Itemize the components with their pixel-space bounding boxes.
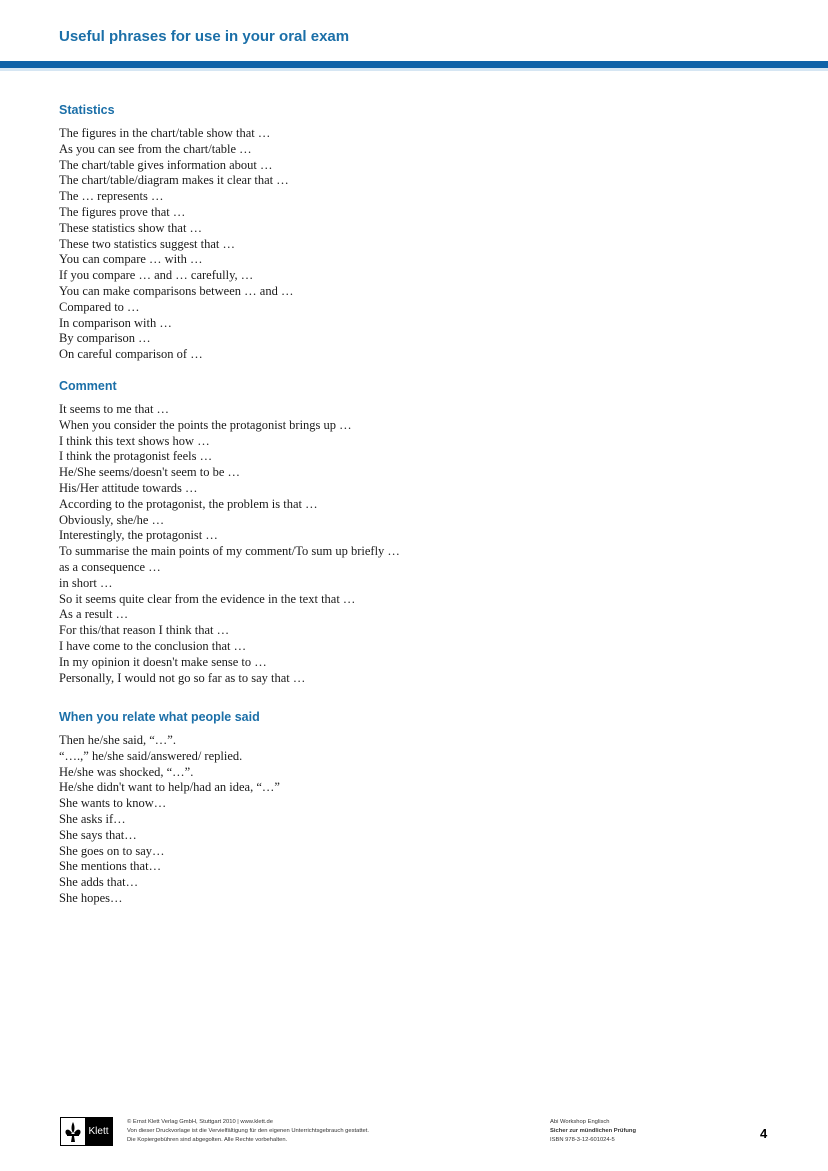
phrase-item: as a consequence …	[59, 559, 161, 574]
phrase-item: These statistics show that …	[59, 220, 203, 235]
license-line: Von dieser Druckvorlage ist die Vervielfältigung für den eigenen Unterrichtsgebrauch gestattet.	[127, 1128, 369, 1134]
phrase-item: She wants to know…	[59, 796, 167, 811]
phrase-item: She adds that…	[59, 875, 139, 890]
phrase-item: When you consider the points the protagonist brings up …	[59, 417, 352, 432]
phrase-item: She goes on to say…	[59, 843, 165, 858]
phrase-item: She says that…	[59, 827, 137, 842]
copyright-line: © Ernst Klett Verlag GmbH, Stuttgart 2010 | www.klett.de	[127, 1119, 273, 1125]
phrase-item: Then he/she said, “…”.	[59, 733, 176, 747]
footer-legal	[127, 1118, 369, 1145]
page-footer	[0, 1110, 828, 1150]
phrase-item: She asks if…	[59, 811, 126, 826]
phrase-item: Obviously, she/he …	[59, 512, 165, 527]
phrase-item: The figures prove that …	[59, 204, 186, 219]
phrase-item: “….,” he/she said/answered/ replied.	[59, 748, 243, 763]
phrase-list	[59, 126, 779, 363]
phrase-item: In my opinion it doesn't make sense to …	[59, 654, 267, 669]
phrase-item: He/she didn't want to help/had an idea, “…”	[59, 780, 280, 795]
phrase-item: So it seems quite clear from the evidence in the text that …	[59, 591, 356, 606]
phrase-item: I have come to the conclusion that …	[59, 638, 247, 653]
phrase-item: She hopes…	[59, 890, 123, 905]
section-statistics	[59, 101, 779, 363]
phrase-item: Compared to …	[59, 299, 140, 314]
phrase-item: On careful comparison of …	[59, 347, 203, 362]
phrase-item: To summarise the main points of my comment/To sum up briefly …	[59, 544, 400, 559]
page-number: 4	[760, 1126, 768, 1141]
phrase-item: By comparison …	[59, 331, 151, 346]
phrase-item: The figures in the chart/table show that …	[59, 126, 271, 140]
series-name: Abi Workshop Englisch	[550, 1119, 610, 1125]
phrase-item: Personally, I would not go so far as to say that …	[59, 670, 306, 685]
phrase-item: His/Her attitude towards …	[59, 480, 198, 495]
phrase-item: You can make comparisons between … and …	[59, 283, 294, 298]
section-title: Statistics	[59, 103, 115, 117]
phrase-item: Interestingly, the protagonist …	[59, 528, 218, 543]
section-title: When you relate what people said	[59, 710, 260, 724]
phrase-item: The chart/table/diagram makes it clear that …	[59, 173, 289, 188]
phrase-item: He/She seems/doesn't seem to be …	[59, 465, 241, 480]
phrase-item: It seems to me that …	[59, 402, 170, 416]
klett-logo	[60, 1117, 113, 1146]
rights-line: Die Kopiergebühren sind abgegolten. Alle Rechte vorbehalten.	[127, 1137, 288, 1143]
phrase-list	[59, 733, 779, 907]
phrase-item: These two statistics suggest that …	[59, 236, 236, 251]
phrase-item: For this/that reason I think that …	[59, 623, 230, 638]
phrase-list	[59, 402, 779, 686]
section-title: Comment	[59, 379, 117, 393]
phrase-item: I think this text shows how …	[59, 433, 210, 448]
phrase-item: As you can see from the chart/table …	[59, 141, 252, 156]
phrase-item: According to the protagonist, the problem is that …	[59, 496, 318, 511]
logo-text: Klett	[85, 1118, 112, 1145]
phrase-item: The … represents …	[59, 189, 164, 204]
phrase-item: You can compare … with …	[59, 252, 203, 267]
phrase-item: If you compare … and … carefully, …	[59, 268, 254, 283]
phrase-item: She mentions that…	[59, 859, 162, 874]
phrase-item: As a result …	[59, 607, 129, 622]
footer-book-info	[550, 1118, 636, 1145]
phrase-item: The chart/table gives information about …	[59, 157, 273, 172]
section-comment	[59, 377, 779, 686]
page-title: Useful phrases for use in your oral exam	[59, 28, 350, 45]
phrase-item: in short …	[59, 575, 113, 590]
phrase-item: In comparison with …	[59, 315, 172, 330]
phrase-item: He/she was shocked, “…”.	[59, 764, 194, 779]
phrase-item: I think the protagonist feels …	[59, 449, 213, 464]
section-relate-speech	[59, 708, 779, 907]
header-rule	[0, 61, 828, 71]
fleur-de-lis-icon	[61, 1118, 85, 1145]
isbn: ISBN 978-3-12-601024-5	[550, 1137, 615, 1143]
book-title: Sicher zur mündlichen Prüfung	[550, 1128, 636, 1134]
